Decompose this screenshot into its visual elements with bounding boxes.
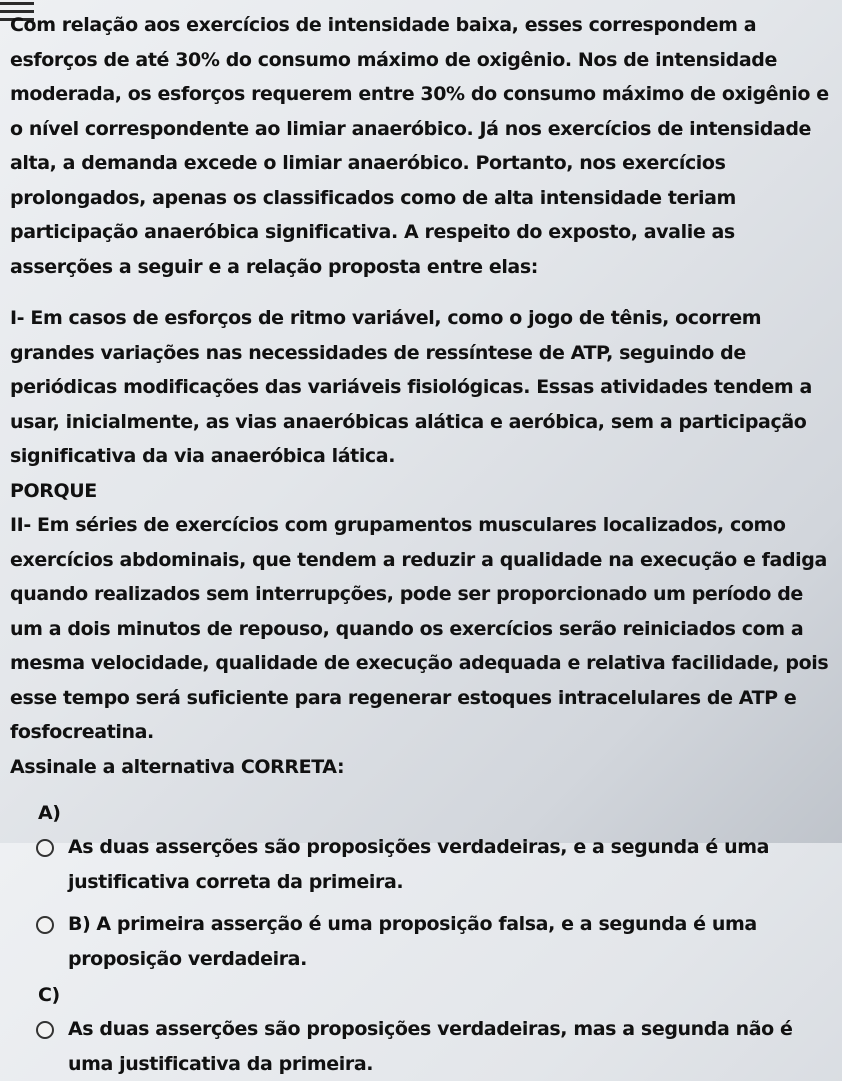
option-b[interactable] bbox=[10, 907, 830, 976]
option-a-letter: A) bbox=[38, 802, 61, 824]
option-b-letter: B) bbox=[68, 913, 91, 935]
connector-porque: PORQUE bbox=[10, 479, 97, 502]
option-c-text: As duas asserções são proposições verdadeiras, mas a segunda não é uma justificativa da primeira. bbox=[68, 1018, 793, 1075]
radio-unselected-icon[interactable] bbox=[36, 1021, 54, 1039]
option-a-text: As duas asserções são proposições verdadeiras, e a segunda é uma justificativa correta da primeira. bbox=[68, 836, 770, 893]
option-c-letter: C) bbox=[38, 984, 60, 1006]
question-intro: Com relação aos exercícios de intensidade baixa, esses correspondem a esforços de até 30% do consumo máximo de oxigênio. Nos de intensidade moderada, os esforços requerem entre 30% do consumo máximo de oxigênio e o nível correspondente ao limiar anaeróbico. Já nos exercícios de intensidade alta, a demanda excede o limiar anaeróbico. Portanto, nos exercícios prolongados, apenas os classificados como de alta intensidade teriam participação anaeróbica significativa. A respeito do exposto, avalie as asserções a seguir e a relação proposta entre elas: bbox=[10, 14, 829, 278]
option-c[interactable] bbox=[10, 1012, 830, 1081]
option-b-text: A primeira asserção é uma proposição falsa, e a segunda é uma proposição verdadeira. bbox=[68, 913, 757, 970]
assertion-2: II- Em séries de exercícios com grupamentos musculares localizados, como exercícios abdominais, que tendem a reduzir a qualidade na execução e fadiga quando realizados sem interrupções, pode ser proporcionado um período de um a dois minutos de repouso, quando os exercícios serão reiniciados com a mesma velocidade, qualidade de execução adequada e relativa facilidade, pois esse tempo será suficiente para regenerar estoques intracelulares de ATP e fosfocreatina. bbox=[10, 514, 829, 743]
radio-unselected-icon[interactable] bbox=[36, 839, 54, 857]
option-a[interactable] bbox=[10, 830, 830, 899]
instruction: Assinale a alternativa CORRETA: bbox=[10, 755, 345, 778]
radio-unselected-icon[interactable] bbox=[36, 916, 54, 934]
assertion-1: I- Em casos de esforços de ritmo variável, como o jogo de tênis, ocorrem grandes variações nas necessidades de ressíntese de ATP, seguindo de periódicas modificações das variáveis fisiológicas. Essas atividades tendem a usar, inicialmente, as vias anaeróbicas alática e aeróbica, sem a participação significativa da via anaeróbica lática. bbox=[10, 307, 812, 467]
question-container bbox=[10, 8, 830, 1081]
